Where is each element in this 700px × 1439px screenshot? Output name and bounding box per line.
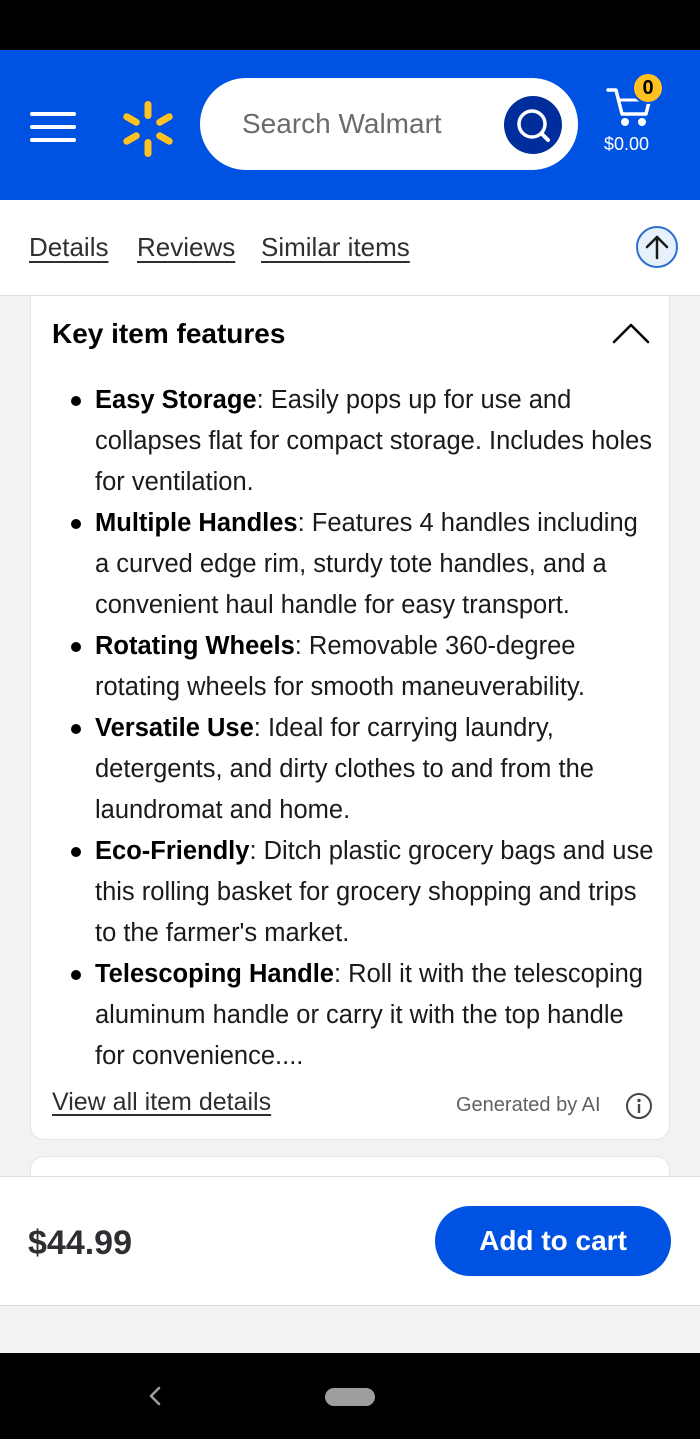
status-bar [0,0,700,50]
feature-item [95,831,655,954]
feature-name: Rotating Wheels [95,632,295,660]
feature-name: Multiple Handles [95,509,298,537]
search-icon [504,96,562,154]
key-features-list [95,380,655,1077]
search-bar [200,78,578,170]
feature-name: Versatile Use [95,714,254,742]
feature-item [95,626,655,708]
view-all-details-link[interactable]: View all item details [52,1088,272,1116]
feature-name: Eco-Friendly [95,837,250,865]
feature-text: : Removable 360-degree rotating wheels for smooth maneuverability. [95,632,585,701]
arrow-up-icon [638,228,676,266]
feature-item [95,380,655,503]
price: $44.99 [28,1224,132,1262]
tab-details[interactable]: Details [29,232,109,262]
cart-count-badge: 0 [632,72,664,104]
feature-item [95,503,655,626]
feature-text: : Ideal for carrying laundry, detergents, and dirty clothes to and from the laundromat and home. [95,714,594,824]
generated-by-ai-label: Generated by AI [456,1094,601,1116]
walmart-spark-icon[interactable] [120,99,176,159]
info-icon[interactable] [625,1092,653,1120]
home-pill[interactable] [325,1388,375,1406]
menu-icon[interactable] [30,110,76,144]
feature-item [95,708,655,831]
feature-name: Telescoping Handle [95,960,334,988]
chevron-up-icon[interactable] [611,320,651,346]
section-tabs [0,200,700,296]
feature-item [95,954,655,1077]
feature-text: : Roll it with the telescoping aluminum handle or carry it with the top handle for convenience.... [95,960,643,1070]
search-input[interactable] [242,102,502,146]
feature-text: : Features 4 handles including a curved edge rim, sturdy tote handles, and a convenient haul handle for easy transport. [95,509,638,619]
search-button[interactable] [504,96,562,154]
back-icon[interactable] [143,1379,167,1413]
scroll-to-top-button[interactable] [636,226,678,268]
cart-button[interactable] [600,70,670,160]
system-navigation-bar [0,1353,700,1439]
feature-text: : Easily pops up for use and collapses flat for compact storage. Includes holes for ventilation. [95,386,653,496]
add-to-cart-button[interactable]: Add to cart [435,1206,671,1276]
key-features-card [30,296,670,1140]
bottom-purchase-bar [0,1176,700,1306]
feature-text: : Ditch plastic grocery bags and use this rolling basket for grocery shopping and trips to the farmer's market. [95,837,654,947]
feature-name: Easy Storage [95,386,257,414]
key-features-title: Key item features [52,318,286,349]
cart-total: $0.00 [604,134,650,154]
tab-reviews[interactable]: Reviews [137,232,236,262]
tab-similar-items[interactable]: Similar items [261,232,410,262]
